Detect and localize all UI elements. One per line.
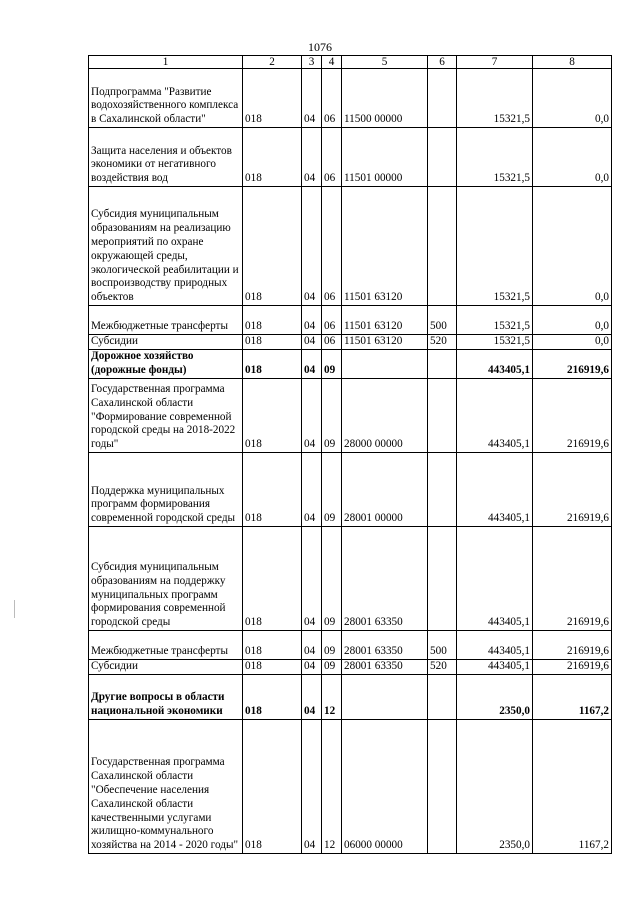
cell-amount: 216919,6 [533,453,612,527]
cell-section: 04 [302,527,322,631]
margin-mark [14,600,15,618]
table-row [89,720,612,854]
cell-section: 04 [302,306,322,335]
cell-subsection: 12 [322,675,342,720]
table-row [89,335,612,350]
column-header: 7 [457,56,533,69]
cell-amount: 15321,5 [457,306,533,335]
cell-admin-code: 018 [243,527,302,631]
cell-amount: 443405,1 [457,660,533,675]
cell-amount: 15321,5 [457,128,533,187]
table-row [89,527,612,631]
cell-amount: 0,0 [533,306,612,335]
cell-expense-type: 500 [428,631,457,660]
table-row [89,675,612,720]
cell-amount: 15321,5 [457,69,533,128]
cell-amount: 1167,2 [533,720,612,854]
row-name: Государственная программа Сахалинской области "Обеспечение населения Сахалинской области качественными услугами жилищно-коммунального хозяйства на 2014 - 2020 годы" [89,720,243,854]
cell-amount: 0,0 [533,187,612,306]
cell-target-article: 11501 00000 [342,128,428,187]
cell-expense-type [428,675,457,720]
cell-admin-code: 018 [243,631,302,660]
row-name: Субсидии [89,660,243,675]
cell-expense-type [428,187,457,306]
cell-section: 04 [302,379,322,453]
row-name: Другие вопросы в области национальной экономики [89,675,243,720]
row-name: Субсидия муниципальным образованиям на реализацию мероприятий по охране окружающей среды, экологической реабилитации и воспроизводству природных объектов [89,187,243,306]
cell-subsection: 12 [322,720,342,854]
cell-expense-type [428,128,457,187]
cell-subsection: 06 [322,306,342,335]
cell-amount: 0,0 [533,128,612,187]
cell-amount: 2350,0 [457,720,533,854]
cell-target-article: 28001 63350 [342,660,428,675]
cell-amount: 0,0 [533,335,612,350]
cell-amount: 0,0 [533,69,612,128]
cell-admin-code: 018 [243,379,302,453]
row-name: Межбюджетные трансферты [89,631,243,660]
cell-expense-type [428,720,457,854]
table-row [89,350,612,379]
cell-amount: 216919,6 [533,660,612,675]
cell-section: 04 [302,675,322,720]
cell-target-article: 11501 63120 [342,187,428,306]
row-name: Поддержка муниципальных программ формирования современной городской среды [89,453,243,527]
cell-subsection: 06 [322,69,342,128]
cell-admin-code: 018 [243,675,302,720]
cell-section: 04 [302,350,322,379]
cell-section: 04 [302,720,322,854]
cell-target-article: 28001 63350 [342,527,428,631]
cell-amount: 443405,1 [457,527,533,631]
cell-admin-code: 018 [243,306,302,335]
cell-subsection: 09 [322,350,342,379]
budget-table [88,55,612,854]
cell-target-article: 28000 00000 [342,379,428,453]
cell-expense-type: 520 [428,660,457,675]
row-name: Подпрограмма "Развитие водохозяйственного комплекса в Сахалинской области" [89,69,243,128]
row-name: Защита населения и объектов экономики от негативного воздействия вод [89,128,243,187]
cell-section: 04 [302,335,322,350]
table-row [89,187,612,306]
row-name: Субсидия муниципальным образованиям на поддержку муниципальных программ формирования современной городской среды [89,527,243,631]
cell-amount: 15321,5 [457,187,533,306]
table-row [89,379,612,453]
table-row [89,306,612,335]
cell-expense-type [428,350,457,379]
table-row [89,631,612,660]
table-row [89,128,612,187]
cell-amount: 216919,6 [533,379,612,453]
column-header: 6 [428,56,457,69]
cell-amount: 443405,1 [457,350,533,379]
cell-subsection: 09 [322,660,342,675]
cell-subsection: 06 [322,187,342,306]
cell-target-article [342,350,428,379]
table-row [89,453,612,527]
column-header: 2 [243,56,302,69]
cell-target-article: 11500 00000 [342,69,428,128]
table-row [89,660,612,675]
row-name: Субсидии [89,335,243,350]
cell-admin-code: 018 [243,128,302,187]
cell-expense-type [428,453,457,527]
cell-target-article: 06000 00000 [342,720,428,854]
cell-subsection: 09 [322,527,342,631]
page-number: 1076 [308,40,332,54]
cell-amount: 216919,6 [533,527,612,631]
cell-section: 04 [302,660,322,675]
cell-expense-type [428,379,457,453]
cell-admin-code: 018 [243,453,302,527]
cell-expense-type [428,69,457,128]
cell-target-article: 28001 00000 [342,453,428,527]
cell-amount: 15321,5 [457,335,533,350]
cell-subsection: 09 [322,379,342,453]
cell-admin-code: 018 [243,335,302,350]
cell-admin-code: 018 [243,660,302,675]
cell-target-article: 11501 63120 [342,306,428,335]
column-header: 4 [322,56,342,69]
table-row [89,69,612,128]
cell-target-article: 11501 63120 [342,335,428,350]
cell-amount: 2350,0 [457,675,533,720]
cell-admin-code: 018 [243,720,302,854]
column-header: 3 [302,56,322,69]
column-header: 8 [533,56,612,69]
cell-admin-code: 018 [243,187,302,306]
cell-section: 04 [302,631,322,660]
cell-amount: 443405,1 [457,631,533,660]
cell-amount: 443405,1 [457,453,533,527]
cell-amount: 216919,6 [533,631,612,660]
cell-target-article: 28001 63350 [342,631,428,660]
cell-admin-code: 018 [243,69,302,128]
row-name: Дорожное хозяйство (дорожные фонды) [89,350,243,379]
row-name: Межбюджетные трансферты [89,306,243,335]
cell-target-article [342,675,428,720]
cell-admin-code: 018 [243,350,302,379]
column-header: 1 [89,56,243,69]
row-name: Государственная программа Сахалинской области "Формирование современной городской среды на 2018-2022 годы" [89,379,243,453]
cell-expense-type: 520 [428,335,457,350]
column-header: 5 [342,56,428,69]
cell-subsection: 06 [322,335,342,350]
cell-amount: 1167,2 [533,675,612,720]
cell-subsection: 09 [322,453,342,527]
cell-subsection: 09 [322,631,342,660]
cell-section: 04 [302,187,322,306]
cell-section: 04 [302,69,322,128]
column-number-row [89,56,612,69]
cell-expense-type [428,527,457,631]
cell-amount: 443405,1 [457,379,533,453]
cell-section: 04 [302,453,322,527]
cell-subsection: 06 [322,128,342,187]
cell-expense-type: 500 [428,306,457,335]
cell-amount: 216919,6 [533,350,612,379]
cell-section: 04 [302,128,322,187]
